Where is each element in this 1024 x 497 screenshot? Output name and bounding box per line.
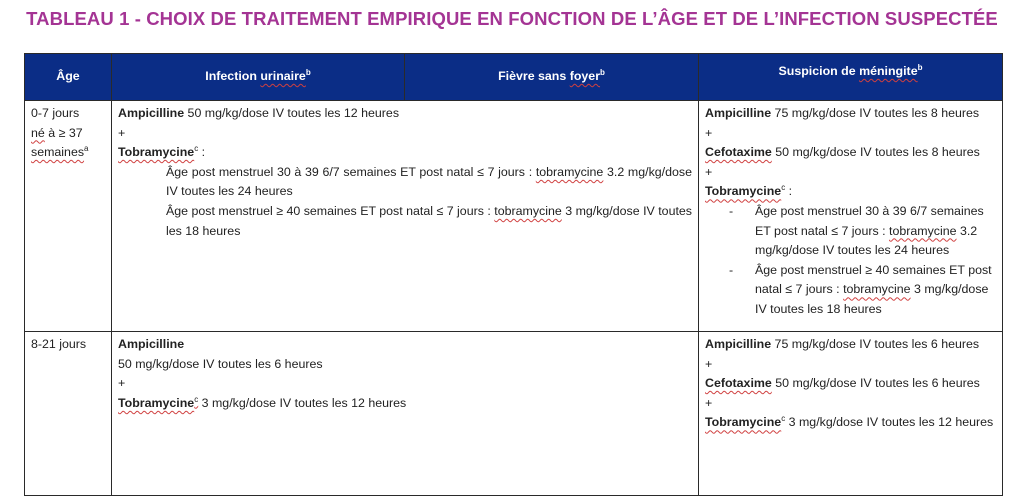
page-title: TABLEAU 1 - CHOIX DE TRAITEMENT EMPIRIQUE EN FONCTION DE L’ÂGE ET DE L’INFECTION SUSPECTÉE — [26, 8, 998, 29]
table-row — [25, 101, 1003, 332]
condition-item: - Âge post menstruel 30 à 39 6/7 semaines ET post natal ≤ 7 jours : tobramycine 3.2 mg/kg/dose IV toutes les 24 heures — [729, 203, 984, 258]
condition-item: - Âge post menstruel ≥ 40 semaines ET post natal ≤ 7 jours : tobramycine 3 mg/kg/dose IV toutes les 18 heures — [729, 262, 992, 316]
table-header-row — [25, 54, 1003, 101]
treatment-table — [24, 53, 1003, 496]
header-age: Âge — [25, 54, 112, 101]
meningitis-treatment-cell: Ampicilline 75 mg/kg/dose IV toutes les 8 heures + Cefotaxime 50 mg/kg/dose IV toutes les 8 heures + Tobramycine$^c$ : - Âge post menstruel 30 à 39 6/7 semaines ET post natal ≤ 7 jours : tobramycine 3.2 mg/kg/dose IV toutes les 24 heures - Âge post menstruel ≥ 40 semaines ET post natal ≤ 7 jours : tobramycine 3 mg/kg/dose IV toutes les 18 heures — [699, 101, 1003, 332]
header-meningitis: Suspicion de méningite$^b$ — [699, 54, 1003, 101]
urinary-fever-treatment-cell: Ampicilline 50 mg/kg/dose IV toutes les 6 heures + Tobramycine$^c$ 3 mg/kg/dose IV toutes les 12 heures — [112, 332, 699, 496]
table-row — [25, 332, 1003, 496]
condition-item: Âge post menstruel ≥ 40 semaines ET post natal ≤ 7 jours : tobramycine 3 mg/kg/dose IV toutes les 18 heures — [166, 203, 692, 238]
age-cell: 8-21 jours — [25, 332, 112, 496]
header-urinary-infection: Infection urinaire$^b$ — [112, 54, 405, 101]
urinary-fever-treatment-cell: Ampicilline 50 mg/kg/dose IV toutes les 12 heures + Tobramycine$^c$ : Âge post menstruel 30 à 39 6/7 semaines ET post natal ≤ 7 jours : tobramycine 3.2 mg/kg/dose IV toutes les 24 heures Âge post menstruel ≥ 40 semaines ET post natal ≤ 7 jours : tobramycine 3 mg/kg/dose IV toutes les 18 heures — [112, 101, 699, 332]
condition-item: Âge post menstruel 30 à 39 6/7 semaines ET post natal ≤ 7 jours : tobramycine 3.2 mg/kg/dose IV toutes les 24 heures — [166, 164, 692, 199]
meningitis-treatment-cell: Ampicilline 75 mg/kg/dose IV toutes les 6 heures + Cefotaxime 50 mg/kg/dose IV toutes les 6 heures + Tobramycine$^c$ 3 mg/kg/dose IV toutes les 12 heures — [699, 332, 1003, 496]
header-fever-without-source: Fièvre sans foyer$^b$ — [405, 54, 699, 101]
age-cell: 0-7 jours né à ≥ 37 semaines$^a$ — [25, 101, 112, 332]
